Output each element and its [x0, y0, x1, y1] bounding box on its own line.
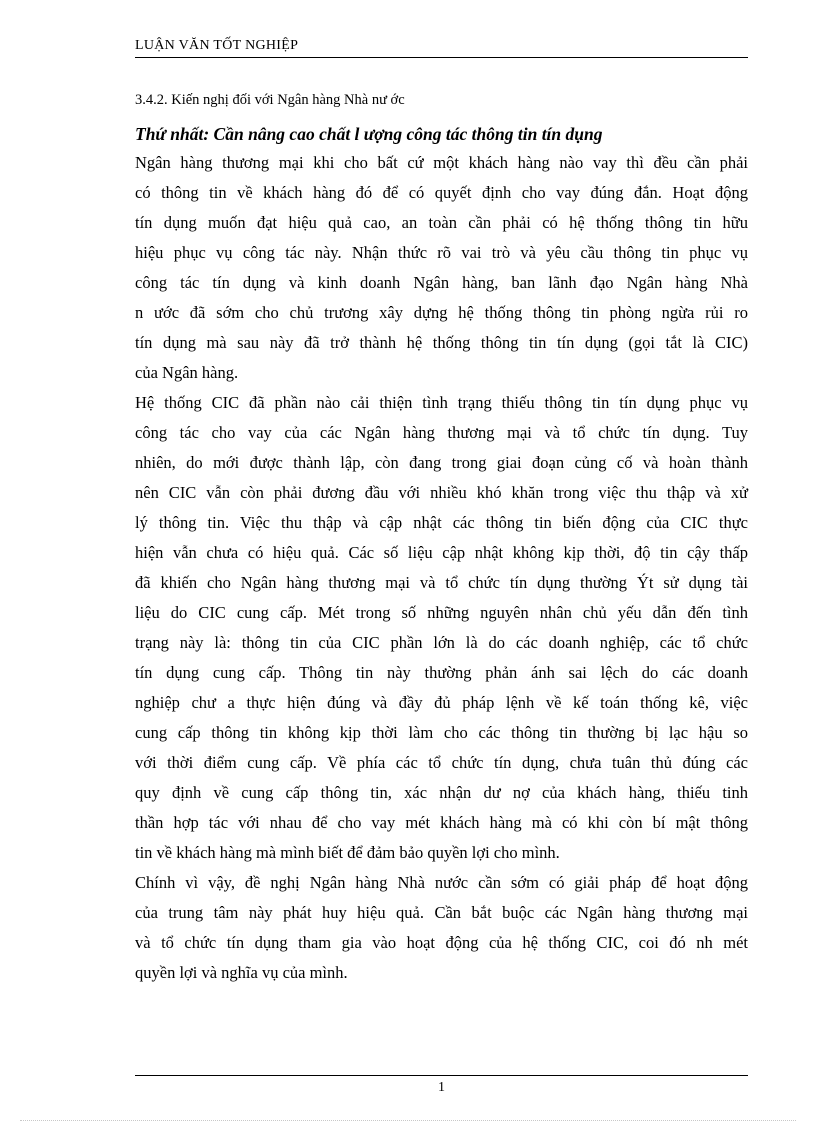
- text-line: Ngân hàng thương mại khi cho bất cứ một khách hàng nào vay thì đều cần phải: [135, 153, 748, 172]
- text-line: thần hợp tác với nhau để cho vay mét khách hàng mà có khi còn bí mật thông: [135, 813, 748, 832]
- page-number: 1: [438, 1080, 445, 1095]
- text-line: có thông tin về khách hàng đó để có quyết định cho vay đúng đắn. Hoạt động: [135, 183, 748, 202]
- footer-divider: [135, 1075, 748, 1076]
- text-line: với thời điểm cung cấp. Về phía các tổ chức tín dụng, chưa tuân thủ đúng các: [135, 753, 748, 772]
- text-line: quy định về cung cấp thông tin, xác nhận dư nợ của khách hàng, thiếu tinh: [135, 783, 748, 802]
- text-line: hiện vẫn chưa có hiệu quả. Các số liệu cập nhật không kịp thời, độ tin cậy thấp: [135, 543, 748, 562]
- text-line: n ước đã sớm cho chủ trương xây dựng hệ thống thông tin phòng ngừa rủi ro: [135, 303, 748, 322]
- text-line: tin về khách hàng mà mình biết để đảm bảo quyền lợi cho mình.: [135, 843, 560, 862]
- text-line: đã khiến cho Ngân hàng thương mại và tổ chức tín dụng thường Ýt sử dụng tài: [135, 573, 748, 592]
- text-line: lý thông tin. Việc thu thập và cập nhật các thông tin biến động của CIC thực: [135, 513, 748, 532]
- text-line: Hệ thống CIC đã phần nào cải thiện tình trạng thiếu thông tin tín dụng phục vụ: [135, 393, 748, 412]
- text-line: của trung tâm này phát huy hiệu quả. Cần bắt buộc các Ngân hàng thương mại: [135, 903, 748, 922]
- text-line: Chính vì vậy, đề nghị Ngân hàng Nhà nước cần sớm có giải pháp để hoạt động: [135, 873, 748, 892]
- text-line: và tổ chức tín dụng tham gia vào hoạt động của hệ thống CIC, coi đó nh mét: [135, 933, 748, 952]
- text-line: tín dụng cung cấp. Thông tin này thường phản ánh sai lệch do các doanh: [135, 663, 748, 682]
- section-title: 3.4.2. Kiến nghị đối với Ngân hàng Nhà nư ớc: [135, 92, 405, 108]
- text-line: trạng này là: thông tin của CIC phần lớn là do các doanh nghiệp, các tổ chức: [135, 633, 748, 652]
- text-line: liệu do CIC cung cấp. Mét trong số những nguyên nhân chủ yếu dẫn đến tình: [135, 603, 748, 622]
- body-text: [135, 148, 748, 988]
- text-line: tín dụng muốn đạt hiệu quả cao, an toàn cần phải có hệ thống thông tin hữu: [135, 213, 748, 232]
- text-line: tín dụng mà sau này đã trở thành hệ thống thông tin tín dụng (gọi tắt là CIC): [135, 333, 748, 352]
- text-line: nên CIC vẫn còn phải đương đầu với nhiều khó khăn trong việc thu thập và xử: [135, 483, 748, 502]
- text-line: công tác cho vay của các Ngân hàng thương mại và tổ chức tín dụng. Tuy: [135, 423, 748, 442]
- text-line: công tác tín dụng và kinh doanh Ngân hàng, ban lãnh đạo Ngân hàng Nhà: [135, 273, 748, 292]
- running-header: LUẬN VĂN TỐT NGHIỆP: [135, 38, 299, 53]
- subheading: Thứ nhất: Cần nâng cao chất l ượng công tác thông tin tín dụng: [135, 124, 603, 144]
- text-line: của Ngân hàng.: [135, 363, 239, 382]
- text-line: hiệu phục vụ công tác này. Nhận thức rõ vai trò và yêu cầu thông tin phục vụ: [135, 243, 748, 262]
- text-line: cung cấp thông tin không kịp thời làm cho các thông tin thường bị lạc hậu so: [135, 723, 748, 742]
- header-divider: [135, 57, 748, 58]
- text-line: quyền lợi và nghĩa vụ của mình.: [135, 963, 348, 982]
- text-line: nhiên, do mới được thành lập, còn đang trong giai đoạn củng cố và hoàn thành: [135, 453, 748, 472]
- page-bottom-edge: [20, 1120, 796, 1121]
- text-line: nghiệp chư a thực hiện đúng và đầy đủ pháp lệnh về kế toán thống kê, việc: [135, 693, 748, 712]
